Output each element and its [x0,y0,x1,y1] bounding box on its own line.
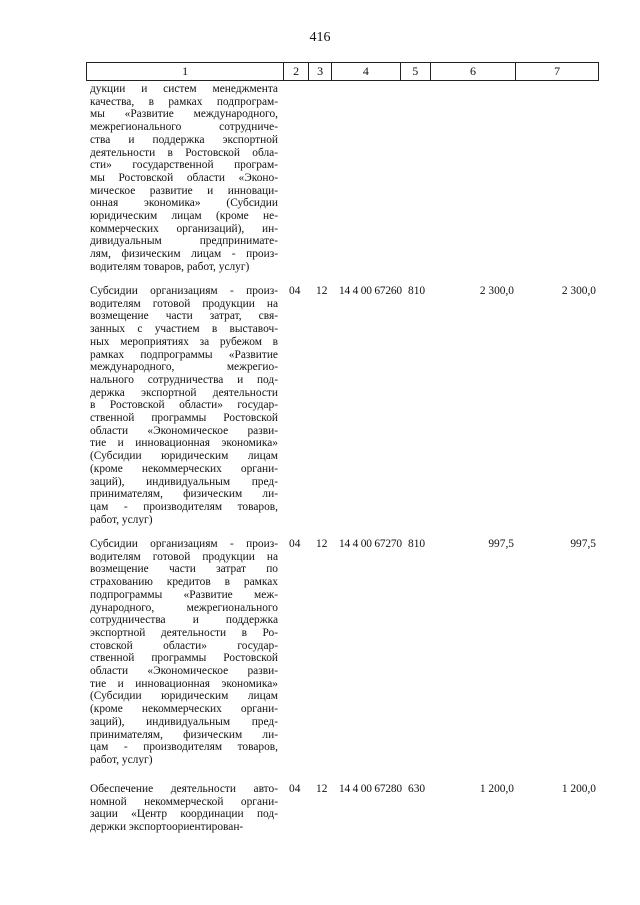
description-line: в Ростовской области» государ- [90,399,278,412]
description-line: сотрудничества и поддержка [90,614,278,627]
description-line: цам - производителям товаров, [90,741,278,754]
target-article-code: 14 4 00 67270 [339,538,402,550]
description-line: подпрограммы «Развитие меж- [90,588,278,601]
description-line: (Субсидии юридическим лицам [90,450,278,463]
description-line: тие и инновационная экономика» [90,677,278,690]
subsection-code: 12 [316,538,328,550]
description-line: принимателям, физическим ли- [90,728,278,741]
description-line: нального сотрудничества и под- [90,373,278,386]
description-line: дународного, межрегионального [90,601,278,614]
description-line: возмещение части затрат, свя- [90,310,278,323]
description-line: заций), индивидуальным пред- [90,475,278,488]
row-description [90,285,278,526]
description-line: мическое развитие и инноваци- [90,184,278,197]
section-code: 04 [289,783,301,795]
description-line: рамках подпрограммы «Развитие [90,348,278,361]
description-line: Субсидии организациям - произ- [90,285,278,297]
amount-value: 2 300,0 [561,285,596,297]
description-line: юридическим лицам (кроме не- [90,210,278,223]
description-line: работ, услуг) [90,753,153,766]
amount-value: 1 200,0 [561,783,596,795]
description-line: онная экономика» (Субсидии [90,197,278,210]
table-header-cell: 3 [308,63,331,80]
description-line: качества, в рамках подпрограм- [90,95,278,108]
description-line: деятельности в Ростовской обла- [90,146,278,159]
description-line: тие и инновационная экономика» [90,437,278,450]
description-line: водителям готовой продукции на [90,297,278,310]
description-line: работ, услуг) [90,513,153,526]
table-header-cell: 4 [331,63,400,80]
description-line: (Субсидии юридическим лицам [90,690,278,703]
amount-value: 1 200,0 [479,783,514,795]
table-header-cell: 2 [283,63,308,80]
description-line: мы Ростовской области «Эконо- [90,171,278,184]
description-line: ственной программы Ростовской [90,652,278,665]
subsection-code: 12 [316,285,328,297]
description-line: лям, физическим лицам - произ- [90,248,278,261]
description-line: области «Экономическое разви- [90,424,278,437]
description-line: ства и поддержка экспортной [90,133,278,146]
description-line: стовской области» государ- [90,639,278,652]
description-line: мы «Развитие международного, [90,108,278,121]
description-line: страхованию кредитов в рамках [90,576,278,589]
table-header-cell: 5 [400,63,430,80]
description-line: Обеспечение деятельности авто- [90,783,278,795]
table-header-cell: 1 [182,64,189,78]
description-line: дукции и систем менеджмента [90,83,278,95]
row-description [90,538,278,767]
description-line: международного, межрегио- [90,361,278,374]
amount-value: 997,5 [570,538,596,550]
description-line: сти» государственной програм- [90,159,278,172]
description-line: возмещение части затрат по [90,563,278,576]
amount-value: 2 300,0 [479,285,514,297]
description-line: держки экспортоориентирован- [90,821,244,834]
page-number: 416 [309,30,331,45]
target-article-code: 14 4 00 67280 [339,783,402,795]
table-header-cell: 6 [430,63,516,80]
description-line: водителям готовой продукции на [90,550,278,563]
description-line: Субсидии организациям - произ- [90,538,278,550]
description-line: принимателям, физическим ли- [90,488,278,501]
description-line: области «Экономическое разви- [90,665,278,678]
description-line: номной некоммерческой органи- [90,795,278,808]
description-line: водителям товаров, работ, услуг) [90,260,250,273]
description-line: (кроме некоммерческих органи- [90,462,278,475]
section-code: 04 [289,538,301,550]
description-line: коммерческих организаций), ин- [90,222,278,235]
expense-type-code: 810 [408,538,426,550]
table-header-cell: 7 [515,63,598,80]
description-line: экспортной деятельности в Ро- [90,626,278,639]
amount-value: 997,5 [488,538,514,550]
description-line: межрегионального сотрудниче- [90,121,278,134]
description-line: дивидуальным предпринимате- [90,235,278,248]
description-line: ственной программы Ростовской [90,412,278,425]
expense-type-code: 810 [408,285,426,297]
description-line: зации «Центр координации под- [90,808,278,821]
subsection-code: 12 [316,783,328,795]
section-code: 04 [289,285,301,297]
target-article-code: 14 4 00 67260 [339,285,402,297]
description-line: ных мероприятиях за рубежом в [90,335,278,348]
row-description [90,83,278,274]
description-line: занных с участием в выставоч- [90,323,278,336]
expense-type-code: 630 [408,783,426,795]
description-line: держка экспортной деятельности [90,386,278,399]
table-header-row [86,62,599,81]
description-line: цам - производителям товаров, [90,500,278,513]
description-line: (кроме некоммерческих органи- [90,703,278,716]
description-line: заций), индивидуальным пред- [90,715,278,728]
row-description [90,783,278,834]
